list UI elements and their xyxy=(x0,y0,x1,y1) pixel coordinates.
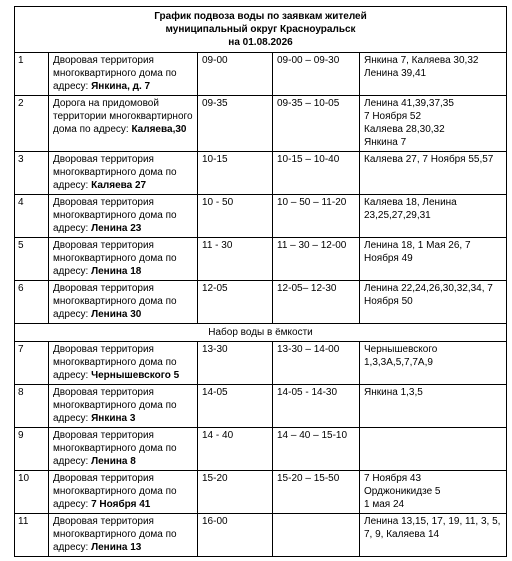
location-address: 7 Ноября 41 xyxy=(91,499,151,510)
location-description: Дорога на придомовой территории многоквартирного дома по адресу: xyxy=(53,98,193,135)
served-houses-line: 23,25,27,29,31 xyxy=(364,210,431,221)
location-address: Чернышевского 5 xyxy=(91,370,180,381)
location-address: Ленина 30 xyxy=(91,309,142,320)
row-number: 2 xyxy=(15,96,49,152)
row-number: 11 xyxy=(15,514,49,557)
location-cell xyxy=(49,342,198,385)
served-houses-line: Ленина 22,24,26,30,32,34, 7 xyxy=(364,283,493,294)
location-description: Дворовая территория многоквартирного дома по адресу: xyxy=(53,473,177,510)
location-description: Дворовая территория многоквартирного дома по адресу: xyxy=(53,55,177,92)
service-interval: 09-00 – 09-30 xyxy=(273,53,360,96)
location-description: Дворовая территория многоквартирного дома по адресу: xyxy=(53,344,177,381)
served-houses-line: 7 Ноября 52 xyxy=(364,111,422,122)
location-cell xyxy=(49,428,198,471)
service-interval: 15-20 – 15-50 xyxy=(273,471,360,514)
row-number: 9 xyxy=(15,428,49,471)
schedule-body-top xyxy=(15,7,507,324)
served-houses-line: Янкина 7 xyxy=(364,137,407,148)
table-row xyxy=(15,281,507,324)
arrival-time: 16-00 xyxy=(198,514,273,557)
location-description: Дворовая территория многоквартирного дома по адресу: xyxy=(53,240,177,277)
service-interval: 13-30 – 14-00 xyxy=(273,342,360,385)
served-houses-line: Ноября 49 xyxy=(364,253,413,264)
served-houses-line: Каляева 27, 7 Ноября 55,57 xyxy=(364,154,494,165)
schedule-body-bottom xyxy=(15,342,507,557)
served-houses-line: Ленина 39,41 xyxy=(364,68,427,79)
arrival-time: 11 - 30 xyxy=(198,238,273,281)
table-row xyxy=(15,342,507,385)
row-number: 8 xyxy=(15,385,49,428)
served-houses-line: 7, 9, Каляева 14 xyxy=(364,529,440,540)
arrival-time: 12-05 xyxy=(198,281,273,324)
location-cell xyxy=(49,152,198,195)
served-houses xyxy=(360,96,507,152)
arrival-time: 09-35 xyxy=(198,96,273,152)
table-row xyxy=(15,152,507,195)
row-number: 5 xyxy=(15,238,49,281)
service-interval: 12-05– 12-30 xyxy=(273,281,360,324)
service-interval: 14-05 - 14-30 xyxy=(273,385,360,428)
served-houses-line: Янкина 1,3,5 xyxy=(364,387,423,398)
location-cell xyxy=(49,281,198,324)
arrival-time: 10 - 50 xyxy=(198,195,273,238)
table-row xyxy=(15,53,507,96)
section-label: Набор воды в ёмкости xyxy=(15,324,507,342)
served-houses xyxy=(360,152,507,195)
service-interval: 10-15 – 10-40 xyxy=(273,152,360,195)
location-cell xyxy=(49,238,198,281)
served-houses xyxy=(360,471,507,514)
arrival-time: 14-05 xyxy=(198,385,273,428)
arrival-time: 14 - 40 xyxy=(198,428,273,471)
served-houses-line: Каляева 28,30,32 xyxy=(364,124,445,135)
table-row xyxy=(15,428,507,471)
served-houses-line: 7 Ноября 43 xyxy=(364,473,422,484)
title-line-1: График подвоза воды по заявкам жителей xyxy=(154,11,367,22)
served-houses-line: Ленина 41,39,37,35 xyxy=(364,98,454,109)
location-address: Каляева,30 xyxy=(131,124,187,135)
row-number: 1 xyxy=(15,53,49,96)
location-description: Дворовая территория многоквартирного дома по адресу: xyxy=(53,154,177,191)
title-row xyxy=(15,7,507,53)
section-row xyxy=(15,324,507,342)
location-description: Дворовая территория многоквартирного дома по адресу: xyxy=(53,516,177,553)
served-houses-line: Ленина 18, 1 Мая 26, 7 xyxy=(364,240,471,251)
location-address: Ленина 23 xyxy=(91,223,142,234)
location-cell xyxy=(49,195,198,238)
location-address: Каляева 27 xyxy=(91,180,147,191)
served-houses-line: Орджоникидзе 5 xyxy=(364,486,441,497)
served-houses-line: Каляева 18, Ленина xyxy=(364,197,457,208)
served-houses xyxy=(360,514,507,557)
row-number: 10 xyxy=(15,471,49,514)
row-number: 6 xyxy=(15,281,49,324)
served-houses-line: Янкина 7, Каляева 30,32 xyxy=(364,55,479,66)
location-description: Дворовая территория многоквартирного дома по адресу: xyxy=(53,283,177,320)
title-line-3: на 01.08.2026 xyxy=(228,37,293,48)
arrival-time: 15-20 xyxy=(198,471,273,514)
service-interval: 14 – 40 – 15-10 xyxy=(273,428,360,471)
table-row xyxy=(15,238,507,281)
served-houses-line: Ноября 50 xyxy=(364,296,413,307)
served-houses xyxy=(360,342,507,385)
served-houses xyxy=(360,428,507,471)
served-houses xyxy=(360,281,507,324)
row-number: 3 xyxy=(15,152,49,195)
location-description: Дворовая территория многоквартирного дома по адресу: xyxy=(53,197,177,234)
table-row xyxy=(15,471,507,514)
location-address: Ленина 8 xyxy=(91,456,136,467)
served-houses-line: 1 мая 24 xyxy=(364,499,405,510)
table-row xyxy=(15,195,507,238)
served-houses-line: Ленина 13,15, 17, 19, 11, 3, 5, xyxy=(364,516,501,527)
arrival-time: 13-30 xyxy=(198,342,273,385)
served-houses xyxy=(360,238,507,281)
service-interval: 10 – 50 – 11-20 xyxy=(273,195,360,238)
location-cell xyxy=(49,53,198,96)
location-address: Ленина 13 xyxy=(91,542,142,553)
row-number: 4 xyxy=(15,195,49,238)
table-title xyxy=(15,7,507,53)
service-interval xyxy=(273,514,360,557)
location-cell xyxy=(49,385,198,428)
table-row xyxy=(15,96,507,152)
served-houses-line: Чернышевского xyxy=(364,344,438,355)
served-houses-line: 1,3,3А,5,7,7А,9 xyxy=(364,357,433,368)
location-cell xyxy=(49,514,198,557)
location-cell xyxy=(49,471,198,514)
location-cell xyxy=(49,96,198,152)
location-description: Дворовая территория многоквартирного дома по адресу: xyxy=(53,387,177,424)
table-row xyxy=(15,385,507,428)
arrival-time: 09-00 xyxy=(198,53,273,96)
section-divider xyxy=(15,324,507,342)
served-houses xyxy=(360,385,507,428)
table-row xyxy=(15,514,507,557)
row-number: 7 xyxy=(15,342,49,385)
title-line-2: муниципальный округ Красноуральск xyxy=(165,24,356,35)
served-houses xyxy=(360,195,507,238)
location-address: Янкина, д. 7 xyxy=(91,81,151,92)
location-address: Ленина 18 xyxy=(91,266,142,277)
location-address: Янкина 3 xyxy=(91,413,136,424)
location-description: Дворовая территория многоквартирного дома по адресу: xyxy=(53,430,177,467)
served-houses xyxy=(360,53,507,96)
service-interval: 11 – 30 – 12-00 xyxy=(273,238,360,281)
arrival-time: 10-15 xyxy=(198,152,273,195)
water-delivery-schedule-table xyxy=(14,6,507,557)
service-interval: 09-35 – 10-05 xyxy=(273,96,360,152)
